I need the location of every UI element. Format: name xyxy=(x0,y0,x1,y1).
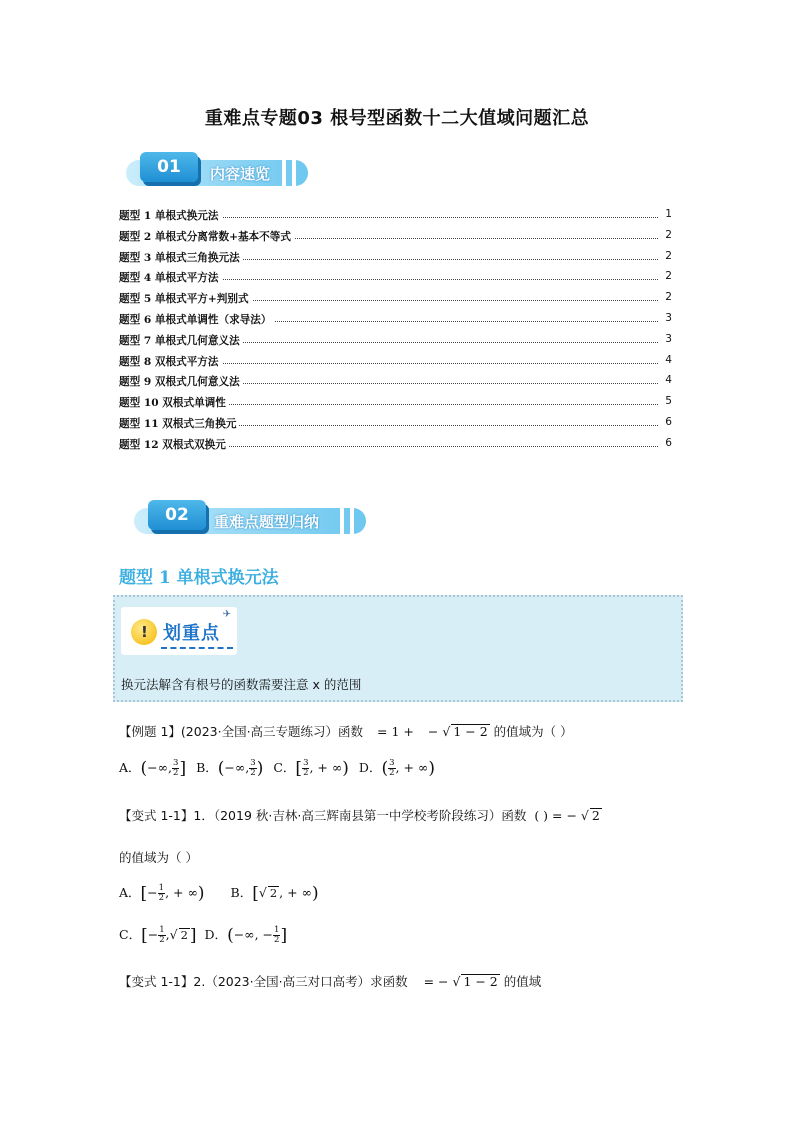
variant-1-options-ab xyxy=(119,883,319,904)
lightbulb-icon: ! xyxy=(131,619,157,645)
toc-entry[interactable] xyxy=(119,370,672,391)
toc-entry[interactable] xyxy=(119,412,672,433)
toc-page-number: 2 xyxy=(665,270,672,283)
toc-entry[interactable] xyxy=(119,350,672,371)
example-1-options xyxy=(119,758,435,779)
toc-page-number: 4 xyxy=(665,374,672,387)
table-of-contents xyxy=(119,204,672,454)
toc-entry-label: 题型 9 双根式几何意义法 xyxy=(119,374,243,389)
toc-entry[interactable] xyxy=(119,391,672,412)
banner-number: 01 xyxy=(140,152,198,182)
toc-entry[interactable] xyxy=(119,433,672,454)
toc-entry[interactable] xyxy=(119,246,672,267)
toc-page-number: 2 xyxy=(665,291,672,304)
toc-entry-label: 题型 11 双根式三角换元 xyxy=(119,416,239,431)
option-d[interactable]: D．( $\frac{3}{2}$ , + ∞) xyxy=(358,758,435,779)
option-d[interactable]: D．(−∞, − $\frac{1}{2}$ ] xyxy=(204,925,288,946)
toc-page-number: 6 xyxy=(665,436,672,449)
toc-entry[interactable] xyxy=(119,204,672,225)
toc-entry[interactable] xyxy=(119,225,672,246)
paper-plane-icon: ✈ xyxy=(222,609,231,620)
key-point-box xyxy=(113,595,683,702)
option-c[interactable]: C．[ $\frac{3}{2}$ , + ∞) xyxy=(273,758,349,779)
variant-1-question-tail: 的值域为（ ） xyxy=(119,850,198,865)
toc-entry[interactable] xyxy=(119,308,672,329)
toc-page-number: 5 xyxy=(665,395,672,408)
banner-number: 02 xyxy=(148,500,206,530)
toc-entry-label: 题型 1 单根式换元法 xyxy=(119,208,222,223)
toc-page-number: 6 xyxy=(665,415,672,428)
variant-2-question: 【变式 1-1】2.（2023·全国·高三对口高考）求函数 = − √ 1 − 2 的值域 xyxy=(119,974,542,989)
option-b[interactable]: B．(−∞, $\frac{3}{2}$ ) xyxy=(196,758,264,779)
option-a[interactable]: A．(−∞, $\frac{3}{2}$ ] xyxy=(119,758,187,779)
option-c[interactable]: C．[− $\frac{1}{2}$ ,√ 2 ] xyxy=(119,925,197,946)
example-1-question: 【例题 1】(2023·全国·高三专题练习）函数 = 1 + − √ 1 − 2 的值域为（ ） xyxy=(119,724,573,739)
toc-entry-label: 题型 12 双根式双换元 xyxy=(119,437,229,452)
option-a[interactable]: A．[− $\frac{1}{2}$ , + ∞) xyxy=(119,883,205,904)
option-b[interactable]: B．[√ 2 , + ∞) xyxy=(230,883,319,904)
toc-page-number: 2 xyxy=(665,249,672,262)
toc-entry-label: 题型 3 单根式三角换元法 xyxy=(119,250,243,265)
key-point-note: 换元法解含有根号的函数需要注意 x 的范围 xyxy=(121,677,362,692)
key-point-badge xyxy=(121,607,237,655)
key-point-label: 划重点 xyxy=(163,623,220,644)
toc-entry-label: 题型 8 双根式平方法 xyxy=(119,354,222,369)
section-banner-overview xyxy=(126,152,308,190)
page-title: 重难点专题03 根号型函数十二大值域问题汇总 xyxy=(204,108,590,129)
section-heading: 题型 1 单根式换元法 xyxy=(119,568,279,588)
variant-1-question: 【变式 1-1】1．（2019 秋·吉林·高三辉南县第一中学校考阶段练习）函数 ( ) = − √ 2 xyxy=(119,808,600,823)
toc-entry-label: 题型 2 单根式分离常数+基本不等式 xyxy=(119,229,294,244)
toc-entry-label: 题型 6 单根式单调性（求导法） xyxy=(119,312,274,327)
toc-entry-label: 题型 10 双根式单调性 xyxy=(119,395,229,410)
banner-title: 重难点题型归纳 xyxy=(214,513,320,531)
toc-entry-label: 题型 7 单根式几何意义法 xyxy=(119,333,243,348)
toc-entry[interactable] xyxy=(119,266,672,287)
toc-page-number: 3 xyxy=(665,311,672,324)
toc-page-number: 1 xyxy=(665,208,672,220)
banner-title: 内容速览 xyxy=(210,165,271,183)
toc-page-number: 2 xyxy=(665,228,672,241)
toc-entry-label: 题型 4 单根式平方法 xyxy=(119,270,222,285)
toc-entry[interactable] xyxy=(119,329,672,350)
section-banner-summary xyxy=(134,500,366,538)
toc-entry-label: 题型 5 单根式平方+判别式 xyxy=(119,291,252,306)
toc-entry[interactable] xyxy=(119,287,672,308)
toc-page-number: 4 xyxy=(665,353,672,366)
variant-1-options-cd xyxy=(119,925,287,946)
toc-page-number: 3 xyxy=(665,332,672,345)
